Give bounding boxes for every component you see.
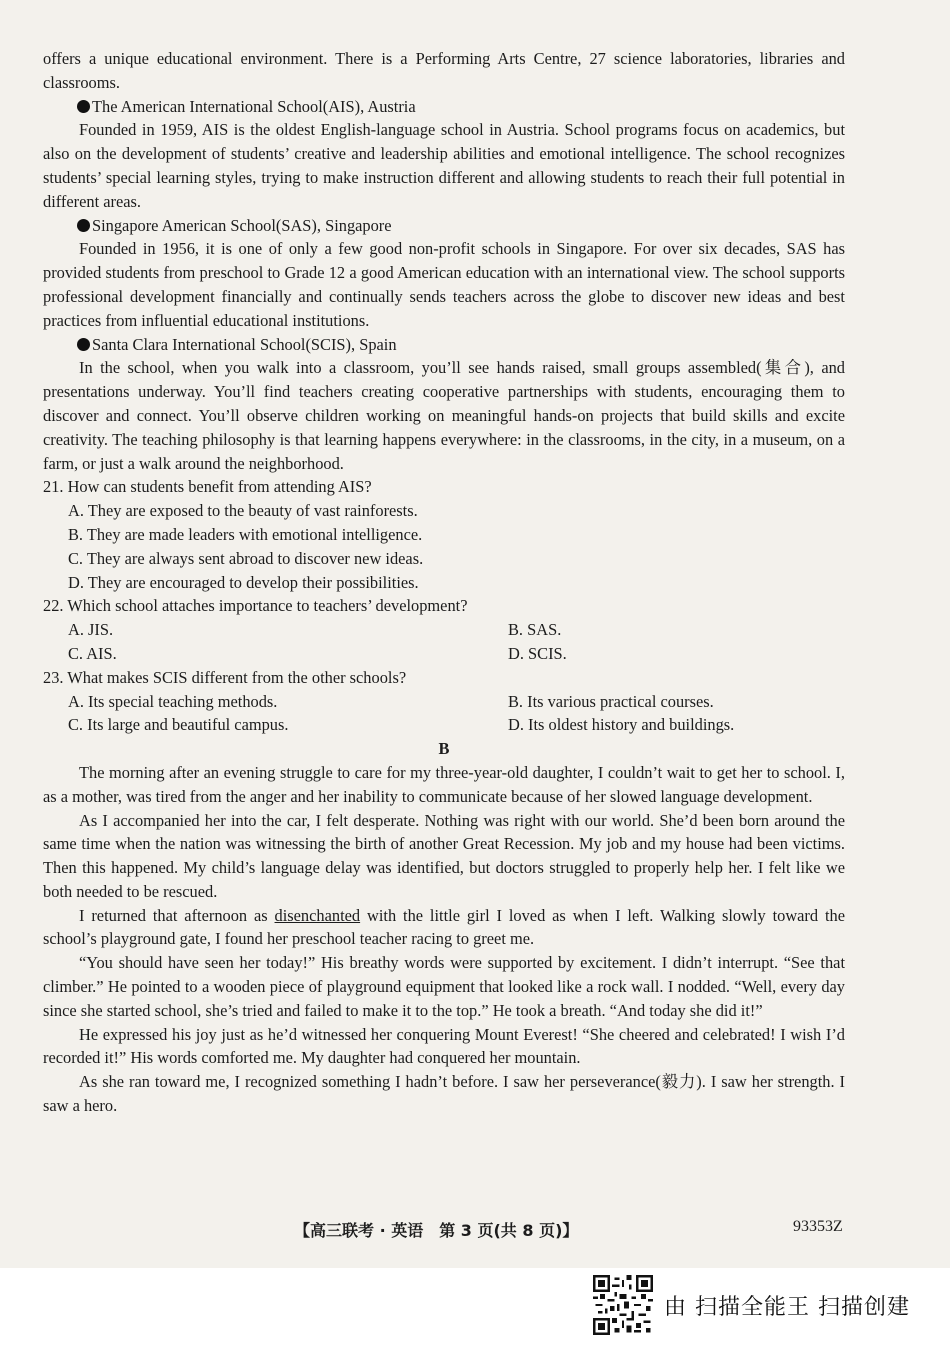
p3-after: with the little girl I loved as when I left. Walking slowly toward the school’s playground gate, I found her preschool teacher racing to greet me. [43,905,845,949]
passage-b-paragraph-5: He expressed his joy just as he’d witnessed her conquering Mount Everest! “She cheered and celebrated! I wish I’d recorded it!” His words comforted me. My daughter had conquered her mountain. [43,1024,845,1068]
options-22 [43,618,845,666]
school-text-ais: Founded in 1959, AIS is the oldest English-language school in Austria. School programs focus on academics, but also on the development of students’ creative and leadership abilities and emotional intelligence. The school recognizes students’ special learning styles, trying to make instruction different and allowing students to reach their full potential in different areas. [43,120,845,211]
school-text-sas: Founded in 1956, it is one of only a few good non-profit schools in Singapore. For over six decades, SAS has provided students from preschool to Grade 12 a good American education with an international view. The school supports professional development financially and continually sends teachers across the globe to discover new ideas and best practices from influential educational institutions. [43,239,845,330]
options-23 [43,690,845,738]
school-heading-text: Santa Clara International School(SCIS), Spain [92,334,397,354]
footer-page-info: 【高三联考 · 英语 第 3 页(共 8 页)】 [294,1221,579,1240]
option-21-b: B. They are made leaders with emotional intelligence. [68,524,423,544]
question-22: 22. Which school attaches importance to teachers’ development? [43,596,468,616]
bullet-icon [77,219,90,232]
passage-b-paragraph-2: As I accompanied her into the car, I felt desperate. Nothing was right with our world. She’d been born around the same time when the nation was witnessing the birth of another Great Recession. My job and my house had been victims. Then this happened. My child’s language delay was identified, but doctors struggled to properly help her. I felt like we both needed to be rescued. [43,810,845,901]
option-23-d: D. Its oldest history and buildings. [508,715,735,735]
p3-before: I returned that afternoon as [79,905,275,925]
passage-b-paragraph-3 [43,904,845,952]
option-21-a: A. They are exposed to the beauty of vast rainforests. [68,501,418,521]
option-21-c: C. They are always sent abroad to discover new ideas. [68,548,424,568]
passage-a [43,47,845,1118]
question-21: 21. How can students benefit from attending AIS? [43,477,372,497]
option-23-b: B. Its various practical courses. [508,691,714,711]
page-footer [0,1218,950,1244]
bullet-icon [77,100,90,113]
bullet-icon [77,338,90,351]
passage-b-paragraph-6: As she ran toward me, I recognized something I hadn’t before. I saw her perseverance(毅力). I saw her strength. I saw a hero. [43,1072,845,1116]
question-23: 23. What makes SCIS different from the other schools? [43,667,407,687]
passage-b-paragraph-1: The morning after an evening struggle to care for my three-year-old daughter, I couldn’t wait to get her to school. I, as a mother, was tired from the anger and her inability to communicate because of her slowed language development. [43,762,845,806]
option-22-b: B. SAS. [508,620,562,640]
school-text-scis: In the school, when you walk into a classroom, you’ll see hands raised, small groups assembled(集合), and presentations underway. You’ll find teachers creating cooperative partnerships with students, encouraging them to discover and connect. You’ll observe children working on meaningful hands-on projects that build skills and excite creativity. The teaching philosophy is that learning happens everywhere: in the classrooms, in the city, in a museum, on a farm, or just a walk around the neighborhood. [43,358,845,473]
school-heading-text: Singapore American School(SAS), Singapore [92,215,392,235]
option-22-c: C. AIS. [68,643,117,663]
passage-b-paragraph-4: “You should have seen her today!” His breathy words were supported by excitement. I didn’t interrupt. “See that climber.” He pointed to a wooden piece of playground equipment that looked like a rock wall. I nodded. “Well, every day since she started school, she’s tried and failed to make it to the top.” He took a breath. “And today she did it!” [43,953,845,1020]
school-heading-ais [43,95,845,119]
option-21-d: D. They are encouraged to develop their possibilities. [68,572,419,592]
scanner-text: 由 扫描全能王 扫描创建 [664,1295,910,1320]
option-23-c: C. Its large and beautiful campus. [68,715,289,735]
underlined-word: disenchanted [274,905,361,925]
option-22-a: A. JIS. [68,620,114,640]
qr-code-icon [592,1275,654,1335]
option-22-d: D. SCIS. [508,643,567,663]
option-23-a: A. Its special teaching methods. [68,691,278,711]
school-heading-scis [43,333,845,357]
school-heading-sas [43,214,845,238]
footer-code: 93353Z [793,1218,843,1235]
section-b-label: B [438,739,450,759]
school-heading-text: The American International School(AIS), Austria [92,96,416,116]
passage-a-intro: offers a unique educational environment. There is a Performing Arts Centre, 27 science laboratories, libraries and classrooms. [43,49,845,92]
